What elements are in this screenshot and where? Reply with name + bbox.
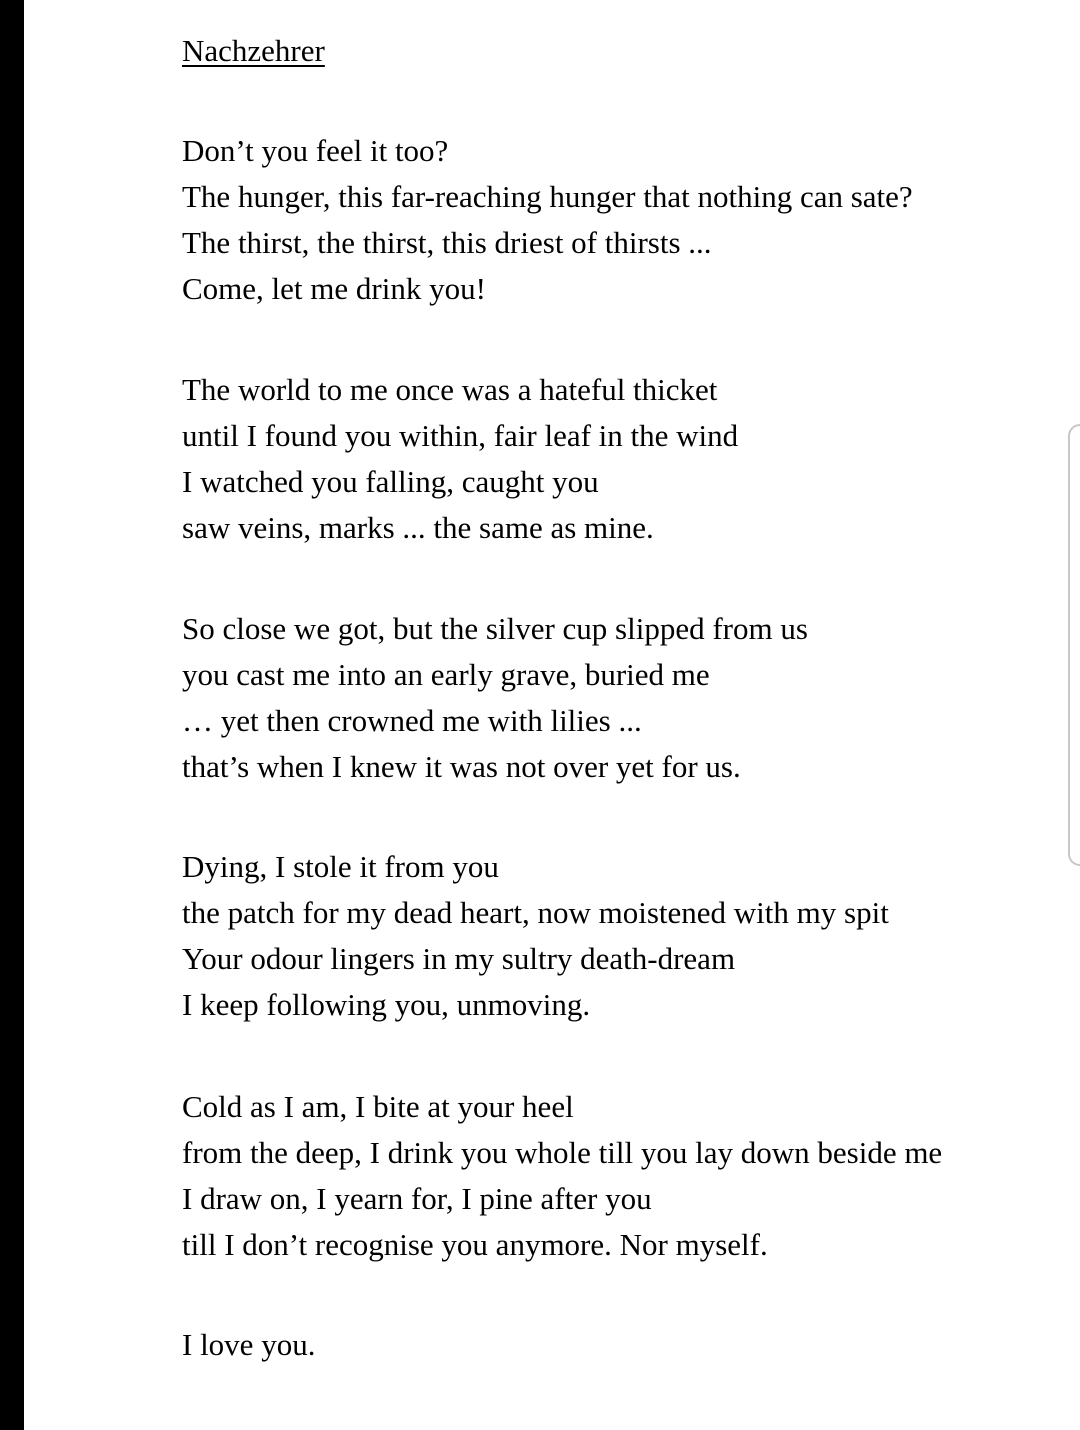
poem-line: Don’t you feel it too? xyxy=(182,133,449,168)
poem-line: I draw on, I yearn for, I pine after you xyxy=(182,1181,652,1216)
poem-line: The hunger, this far-reaching hunger that nothing can sate? xyxy=(182,179,913,214)
document-page xyxy=(24,0,1080,1430)
poem-line: until I found you within, fair leaf in the wind xyxy=(182,418,739,453)
poem-line: from the deep, I drink you whole till you lay down beside me xyxy=(182,1135,943,1170)
left-edge-bar xyxy=(0,0,24,1430)
poem-line: Cold as I am, I bite at your heel xyxy=(182,1089,574,1124)
poem-line: you cast me into an early grave, buried me xyxy=(182,657,710,692)
poem-line: I watched you falling, caught you xyxy=(182,464,599,499)
stanza-3 xyxy=(182,606,808,790)
poem-line: The world to me once was a hateful thicket xyxy=(182,372,718,407)
poem-line: The thirst, the thirst, this driest of thirsts ... xyxy=(182,225,712,260)
stanza-5 xyxy=(182,1084,942,1268)
stanza-4 xyxy=(182,844,889,1028)
poem-line: … yet then crowned me with lilies ... xyxy=(182,703,642,738)
stanza-2 xyxy=(182,367,738,551)
poem-line: Dying, I stole it from you xyxy=(182,849,499,884)
poem-line: Come, let me drink you! xyxy=(182,271,486,306)
poem-line: that’s when I knew it was not over yet for us. xyxy=(182,749,741,784)
poem-line: So close we got, but the silver cup slipped from us xyxy=(182,611,808,646)
scroll-handle[interactable] xyxy=(1068,424,1080,866)
poem-line: till I don’t recognise you anymore. Nor myself. xyxy=(182,1227,768,1262)
poem-line: saw veins, marks ... the same as mine. xyxy=(182,510,654,545)
poem-line: I keep following you, unmoving. xyxy=(182,987,591,1022)
stanza-1 xyxy=(182,128,913,312)
poem-line: Your odour lingers in my sultry death-dream xyxy=(182,941,736,976)
poem-closing-line: I love you. xyxy=(182,1327,316,1362)
poem-line: the patch for my dead heart, now moistened with my spit xyxy=(182,895,889,930)
poem-title: Nachzehrer xyxy=(182,33,325,68)
